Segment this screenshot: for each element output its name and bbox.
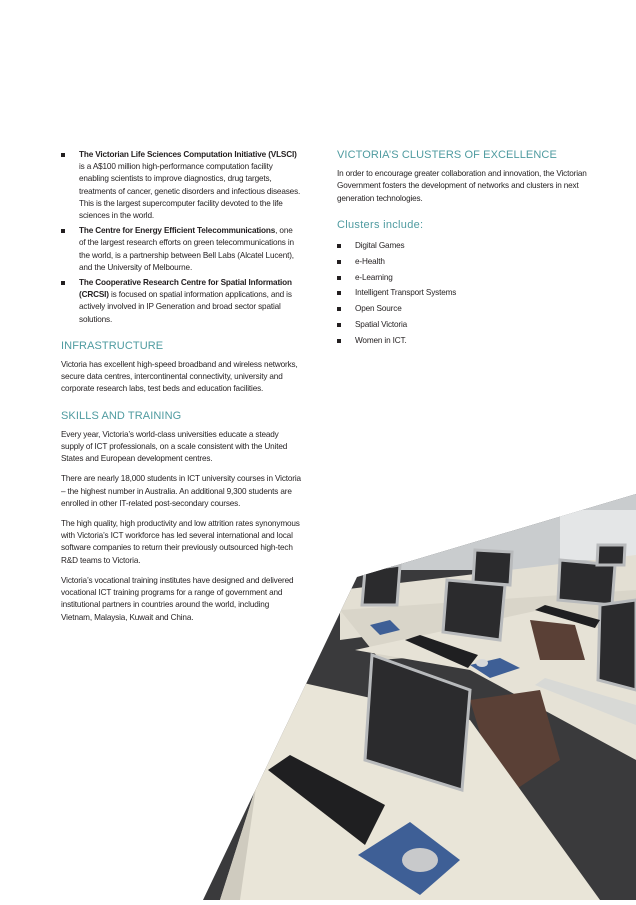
- bullet-icon: [337, 276, 341, 280]
- bullet-icon: [61, 229, 65, 233]
- item-text: , one of the largest research efforts on green telecommunications in the world, is a partnership between Bell Labs (Alcatel Lucent), and the University of Melbourne.: [79, 226, 294, 272]
- item-text: Women in ICT.: [355, 335, 407, 345]
- list-item: [337, 287, 587, 299]
- item-text: Intelligent Transport Systems: [355, 288, 457, 298]
- list-item: [337, 319, 587, 331]
- item-text: e-Health: [355, 256, 385, 266]
- item-text: is focused on spatial information applications, and is actively involved in IP Generation and broad sector spatial solutions.: [79, 290, 292, 324]
- bullet-icon: [61, 153, 65, 157]
- paragraph: Victoria has excellent high-speed broadband and wireless networks, secure data centres, intercontinental connectivity, university and corporate research labs, test beds and education facilities.: [61, 360, 298, 394]
- list-item: [337, 303, 587, 315]
- right-column: [337, 149, 587, 351]
- item-title: The Centre for Energy Efficient Telecommunications: [79, 226, 276, 236]
- list-item: [61, 149, 301, 222]
- paragraph: The high quality, high productivity and low attrition rates synonymous with Victoria’s ICT workforce has led several international and local software companies to return their previously outsourced high-tech R&D teams to Victoria.: [61, 519, 300, 565]
- item-text: is a A$100 million high-performance computation facility enabling scientists to improve diagnostics, drug targets, treatments of cancer, genetic disorders and infectious diseases. This is the largest supercomputer facility devoted to the life sciences in the world.: [79, 162, 301, 221]
- list-item: [337, 240, 587, 252]
- infrastructure-section: [61, 340, 301, 396]
- section-heading: INFRASTRUCTURE: [61, 339, 164, 352]
- list-item: [337, 335, 587, 347]
- bullet-icon: [61, 281, 65, 285]
- bullet-icon: [337, 323, 341, 327]
- list-item: [337, 272, 587, 284]
- bullet-icon: [337, 291, 341, 295]
- bullet-icon: [337, 307, 341, 311]
- list-item: [337, 256, 587, 268]
- institutions-list: [61, 149, 301, 326]
- item-text: Spatial Victoria: [355, 320, 408, 329]
- section-heading: VICTORIA’S CLUSTERS OF EXCELLENCE: [337, 149, 557, 161]
- item-title: The Victorian Life Sciences Computation Initiative (VLSCI): [79, 150, 297, 159]
- skills-section: [61, 410, 301, 624]
- item-text: Open Source: [355, 304, 402, 314]
- list-item: [61, 277, 301, 326]
- item-text: e-Learning: [355, 272, 393, 282]
- subheading: Clusters include:: [337, 218, 424, 231]
- item-text: Digital Games: [355, 241, 405, 251]
- bullet-icon: [337, 244, 341, 248]
- section-heading: SKILLS AND TRAINING: [61, 409, 182, 422]
- paragraph: In order to encourage greater collaboration and innovation, the Victorian Government fosters the development of networks and clusters in next generation technologies.: [337, 169, 587, 203]
- bullet-icon: [337, 260, 341, 264]
- paragraph: Every year, Victoria’s world-class universities educate a steady supply of ICT professionals, on a scale consistent with the United States and European development centres.: [61, 429, 288, 464]
- left-column: [61, 149, 301, 632]
- paragraph: There are nearly 18,000 students in ICT university courses in Victoria – the highest number in Australia. An additional 9,300 students are enrolled in other IT-related post-secondary courses.: [61, 474, 301, 508]
- clusters-list: [337, 240, 587, 347]
- list-item: [61, 225, 301, 274]
- bullet-icon: [337, 339, 341, 343]
- paragraph: Victoria’s vocational training institutes have designed and delivered vocational ICT training programs for a range of government and institutional partners in countries around the world, including Vietnam, Malaysia, Kuwait and China.: [61, 575, 294, 622]
- item-title: The Cooperative Research Centre for Spatial Information (CRCSI): [79, 278, 292, 300]
